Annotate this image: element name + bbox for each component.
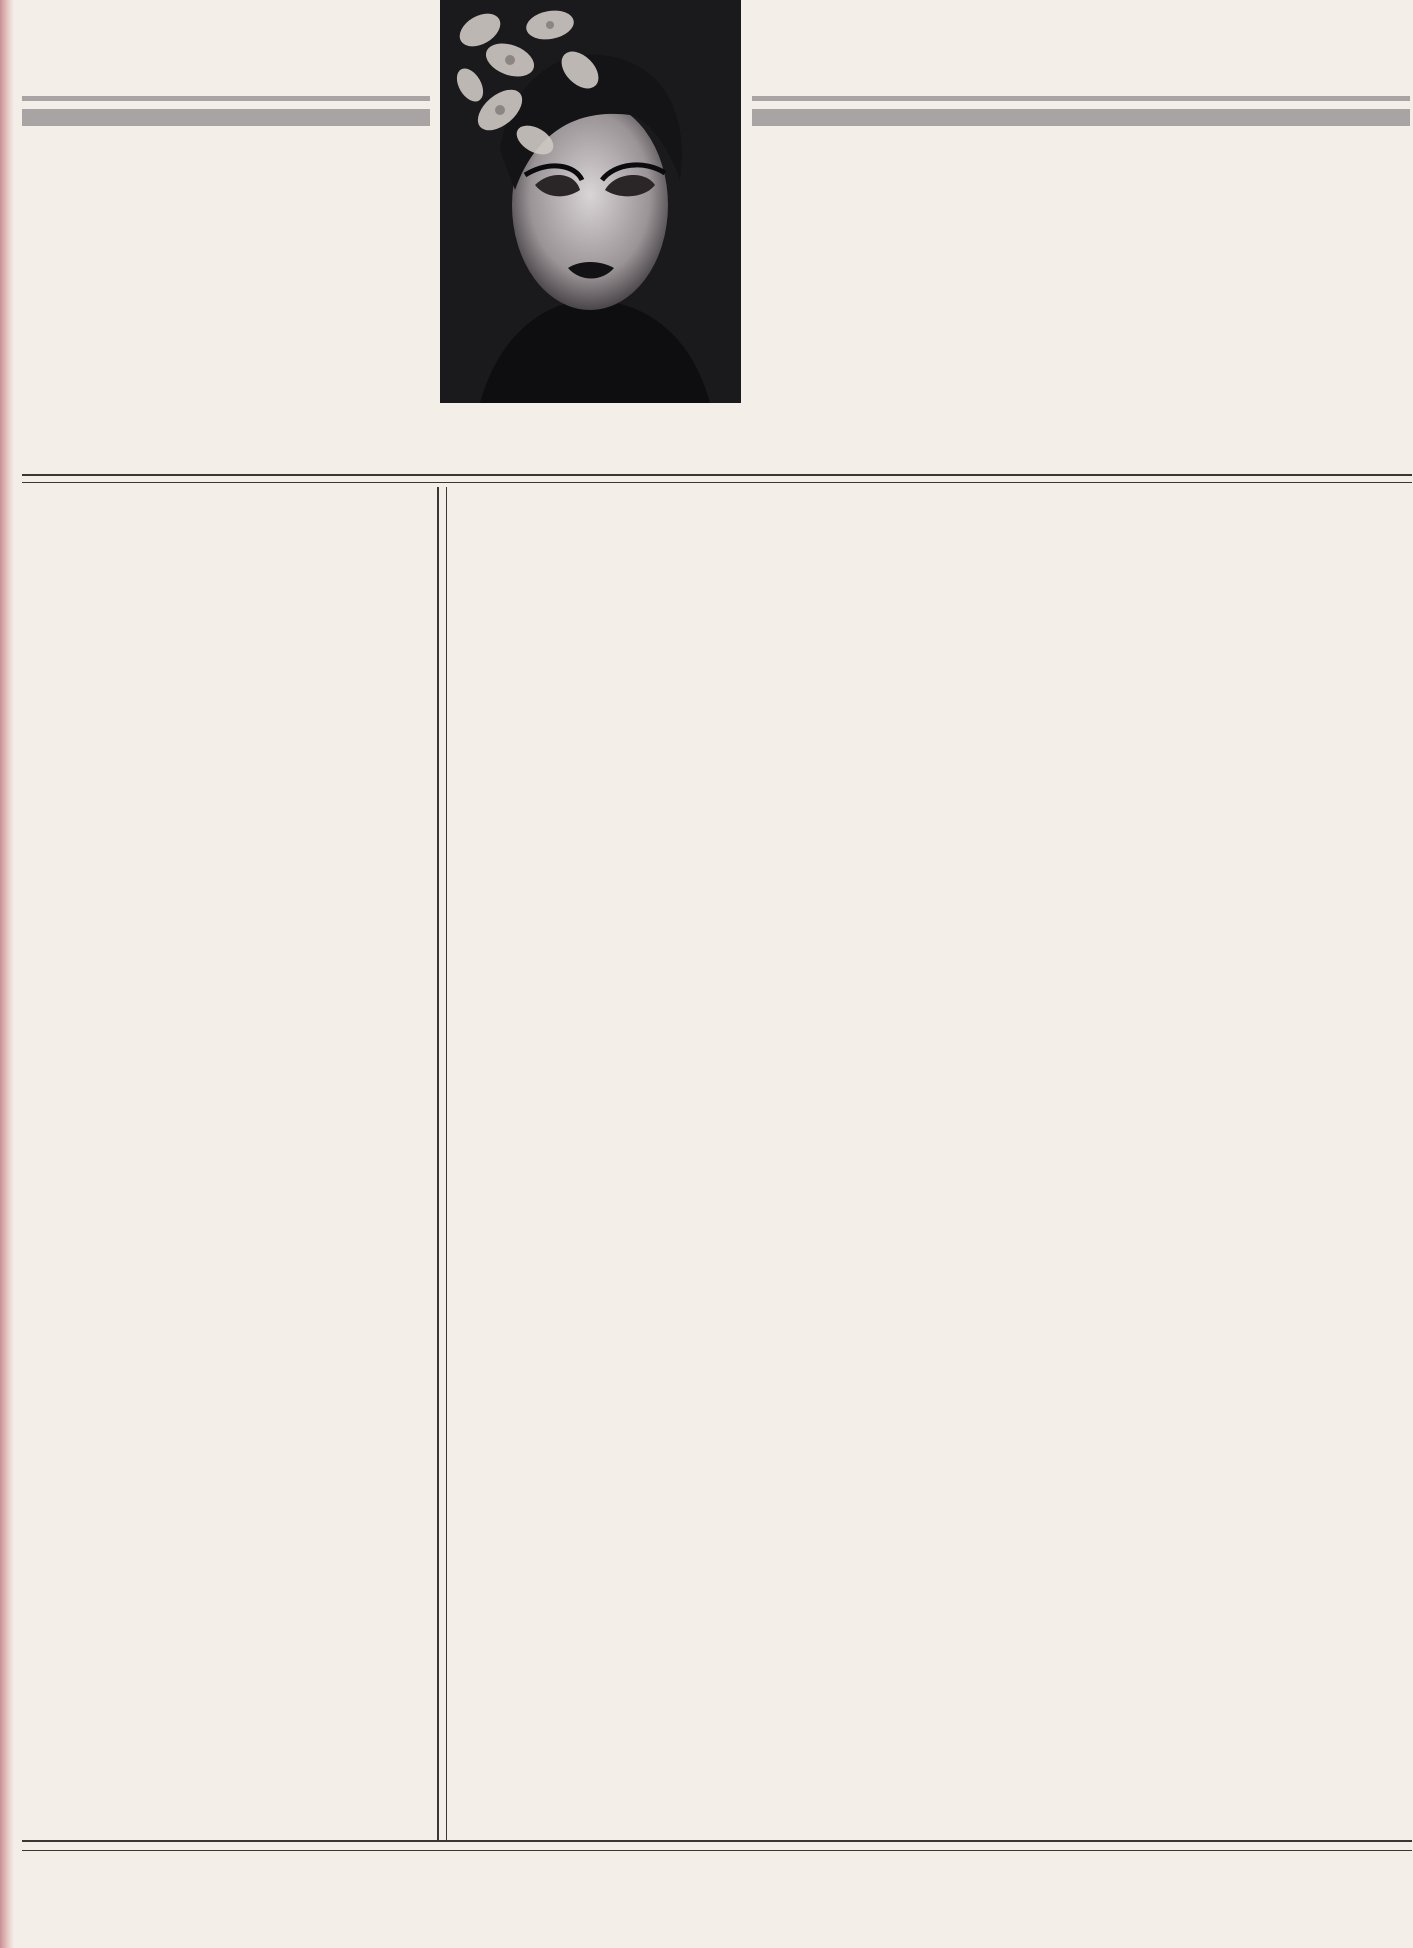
cover-photo [440,0,741,403]
cover-photo-portrait [440,0,741,403]
divider [22,1850,1412,1851]
column-divider [437,487,439,1840]
divider [22,1840,1412,1842]
divider [22,482,1412,483]
column-divider [446,487,447,1840]
page-edge [0,0,14,1948]
decorative-bars-right [752,96,1410,126]
divider [22,474,1412,476]
decorative-bars-left [22,96,430,126]
